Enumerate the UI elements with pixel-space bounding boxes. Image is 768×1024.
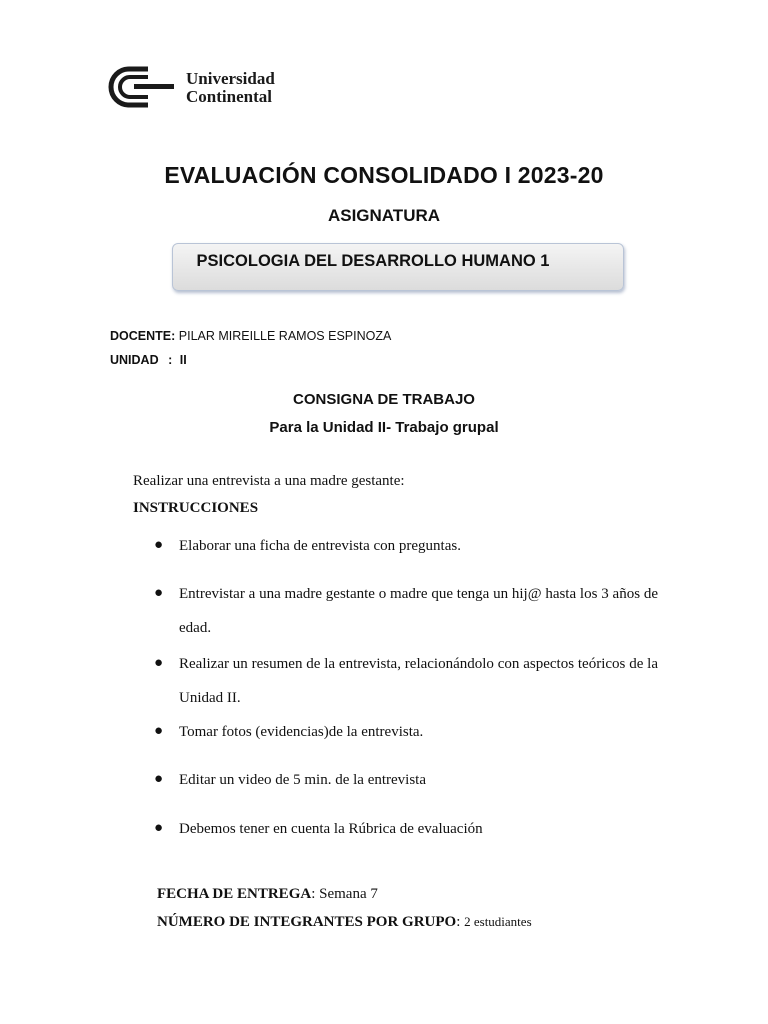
university-logo-icon [108,66,174,108]
assignment-subheading: Para la Unidad II- Trabajo grupal [269,419,499,436]
list-item: Realizar un resumen de la entrevista, relacionándolo con aspectos teóricos de la Unidad II. [179,656,658,706]
page-title: EVALUACIÓN CONSOLIDADO I 2023-20 [164,162,604,188]
list-item: Editar un video de 5 min. de la entrevista [179,772,427,788]
group-size-label: NÚMERO DE INTEGRANTES POR GRUPO [157,914,457,930]
unidad-value: II [179,353,187,367]
bullet-icon: ● [154,537,164,553]
unidad-line [110,353,187,367]
bullet-icon: ● [154,723,164,739]
due-date-value: : Semana 7 [311,886,378,902]
group-size-value: 2 estudiantes [464,914,532,929]
docente-value: PILAR MIREILLE RAMOS ESPINOZA [178,329,392,343]
bullet-icon: ● [154,655,164,671]
list-item: Elaborar una ficha de entrevista con preguntas. [179,538,461,554]
instructions-title: INSTRUCCIONES [133,500,259,516]
course-box [172,243,624,291]
due-date-line [157,886,378,903]
docente-label: DOCENTE: [110,329,176,343]
university-name [186,70,275,106]
subject-heading: ASIGNATURA [327,206,441,225]
course-name: PSICOLOGIA DEL DESARROLLO HUMANO 1 [196,252,550,270]
university-logo [108,62,298,112]
university-name-line2: Continental [186,87,272,106]
bullet-icon: ● [154,771,164,787]
list-item: Debemos tener en cuenta la Rúbrica de evaluación [179,821,483,837]
list-item: Tomar fotos (evidencias)de la entrevista. [179,724,424,740]
list-item: Entrevistar a una madre gestante o madre que tenga un hij@ hasta los 3 años de edad. [179,586,658,636]
group-size-separator: : [456,914,465,930]
assignment-intro: Realizar una entrevista a una madre gestante: [133,473,405,489]
group-size-line [157,914,532,931]
unidad-label: UNIDAD [110,353,159,367]
bullet-icon: ● [154,585,164,601]
assignment-heading: CONSIGNA DE TRABAJO [293,391,475,408]
unidad-separator: : [168,353,173,367]
bullet-icon: ● [154,820,164,836]
docente-line [110,329,391,343]
due-date-label: FECHA DE ENTREGA [157,886,312,902]
university-name-line1: Universidad [186,69,275,88]
